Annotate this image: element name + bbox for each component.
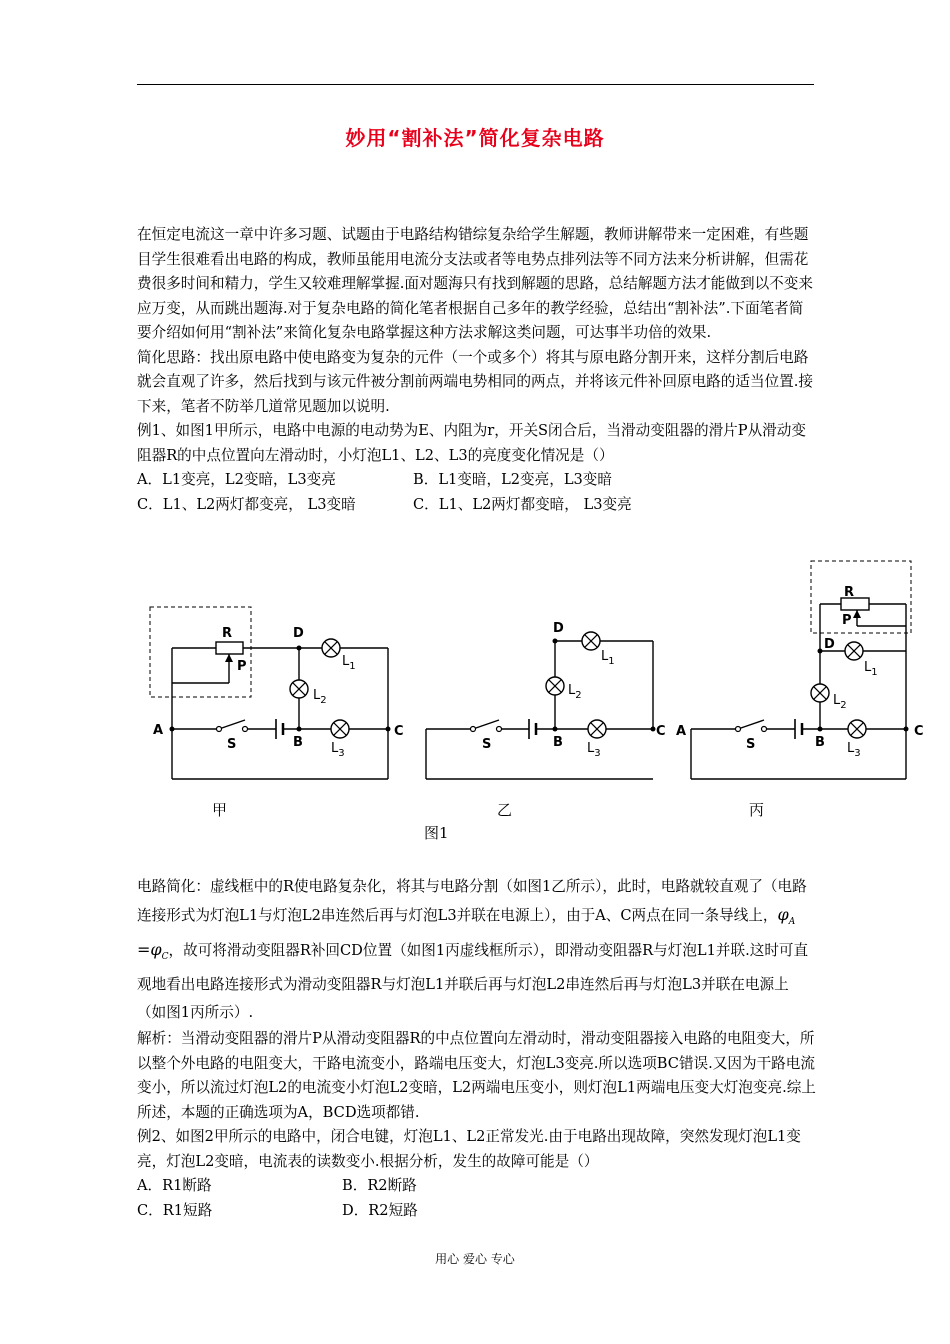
label-s: S bbox=[227, 737, 237, 752]
label-l2: $L_2$ bbox=[313, 688, 327, 706]
label-l1: $L_1$ bbox=[864, 660, 878, 678]
caption-jia: 甲 bbox=[212, 801, 228, 819]
label-l3: $L_3$ bbox=[587, 741, 601, 759]
label-c: C bbox=[656, 724, 666, 739]
simplification-paragraph: 电路简化：虚线框中的R使电路复杂化，将其与电路分割（如图1乙所示），此时，电路就较直观了（电路连接形式为灯泡L1与灯泡L2串连然后再与灯泡L3并联在电源上），由于A、C两点在同一条导线上，$\varphi_A =\varphi_C$，故可将滑动变阻器R补回CD位置（如图1丙虚线框所示），即滑动变阻器R与灯泡L1并联.这时可直观地看出电路连接形式为滑动变阻器R与灯泡L1并联后再与灯泡L2串连然后再与灯泡L3并联在电源上（如图1丙所示）. bbox=[137, 878, 809, 1022]
circuit-figure bbox=[0, 550, 950, 810]
label-l2: $L_2$ bbox=[833, 693, 847, 711]
label-b: B bbox=[815, 735, 825, 750]
header-rule bbox=[137, 84, 814, 85]
option-b: B．R2断路 bbox=[342, 1177, 417, 1195]
label-s: S bbox=[482, 737, 492, 752]
label-a: A bbox=[676, 724, 687, 739]
label-l1: $L_1$ bbox=[342, 654, 356, 672]
option-c: C．L1、L2两灯都变亮， L3变暗 bbox=[137, 495, 356, 513]
label-d: D bbox=[824, 637, 835, 652]
potential-equation: $\varphi_A =\varphi_C$ bbox=[137, 905, 796, 963]
example2-question: 例2、如图2甲所示的电路中，闭合电键，灯泡L1、L2正常发光.由于电路出现故障，突然发现灯泡L1变亮，灯泡L2变暗，电流表的读数变小.根据分析，发生的故障可能是（） bbox=[137, 1128, 801, 1170]
page-footer: 用心 爱心 专心 bbox=[435, 1252, 515, 1266]
label-d: D bbox=[553, 621, 564, 636]
label-d: D bbox=[293, 626, 304, 641]
example1-question: 例1、如图1甲所示，电路中电源的电动势为E、内阻为r，开关S闭合后，当滑动变阻器的滑片P从滑动变阻器R的中点位置向左滑动时，小灯泡L1、L2、L3的亮度变化情况是（） bbox=[137, 422, 806, 464]
article-title: 妙用“割补法”简化复杂电路 bbox=[345, 126, 605, 150]
method-paragraph: 简化思路：找出原电路中使电路变为复杂的元件（一个或多个）将其与原电路分割开来，这样分割后电路就会直观了许多，然后找到与该元件被分割前两端电势相同的两点，并将该元件补回原电路的适当位置.接下来，笔者不防举几道常见题加以说明. bbox=[137, 348, 813, 415]
label-l1: $L_1$ bbox=[601, 649, 615, 667]
label-l2: $L_2$ bbox=[568, 683, 582, 701]
label-p: P bbox=[237, 659, 247, 674]
option-row bbox=[137, 1174, 817, 1199]
solution-paragraph: 解析：当滑动变阻器的滑片P从滑动变阻器R的中点位置向左滑动时，滑动变阻器接入电路的电阻变大，所以整个外电路的电阻变大，干路电流变小，路端电压变大，灯泡L3变亮.所以选项BC错误.又因为干路电流变小，所以流过灯泡L2的电流变小灯泡L2变暗，L2两端电压变小，则灯泡L1两端电压变大灯泡变亮.综上所述，本题的正确选项为A，BCD选项都错. bbox=[137, 1030, 816, 1121]
label-c: C bbox=[914, 724, 924, 739]
option-d: D．R2短路 bbox=[342, 1201, 418, 1219]
option-b: B．L1变暗，L2变亮，L3变暗 bbox=[413, 471, 612, 488]
label-l3: $L_3$ bbox=[331, 741, 345, 759]
intro-section bbox=[137, 223, 817, 517]
figure-title: 图1 bbox=[424, 824, 449, 842]
analysis-section bbox=[137, 873, 817, 1223]
option-a: A．R1断路 bbox=[137, 1177, 212, 1195]
label-b: B bbox=[553, 735, 563, 750]
option-d: C．L1、L2两灯都变暗， L3变亮 bbox=[413, 495, 632, 513]
label-p: P bbox=[842, 613, 852, 628]
option-c: C．R1短路 bbox=[137, 1201, 213, 1219]
label-b: B bbox=[293, 735, 303, 750]
label-r: R bbox=[844, 585, 855, 600]
option-a: A．L1变亮，L2变暗，L3变亮 bbox=[137, 471, 336, 488]
option-row bbox=[137, 493, 817, 518]
label-c: C bbox=[394, 724, 404, 739]
label-a: A bbox=[153, 723, 164, 738]
label-r: R bbox=[222, 626, 233, 641]
label-l3: $L_3$ bbox=[847, 741, 861, 759]
option-row bbox=[137, 1199, 817, 1224]
caption-bing: 丙 bbox=[749, 801, 765, 819]
intro-paragraph: 在恒定电流这一章中许多习题、试题由于电路结构错综复杂给学生解题，教师讲解带来一定困难，有些题目学生很难看出电路的构成，教师虽能用电流分支法或者等电势点排列法等不同方法来分析讲解，但需花费很多时间和精力，学生又较难理解掌握.面对题海只有找到解题的思路，总结解题方法才能做到以不变来应万变，从而跳出题海.对于复杂电路的简化笔者根据自己多年的教学经验，总结出“割补法”.下面笔者简要介绍如何用“割补法”来简化复杂电路掌握这种方法求解这类问题，可达事半功倍的效果. bbox=[137, 226, 813, 341]
option-row bbox=[137, 468, 817, 493]
label-s: S bbox=[746, 737, 756, 752]
caption-yi: 乙 bbox=[497, 801, 513, 819]
